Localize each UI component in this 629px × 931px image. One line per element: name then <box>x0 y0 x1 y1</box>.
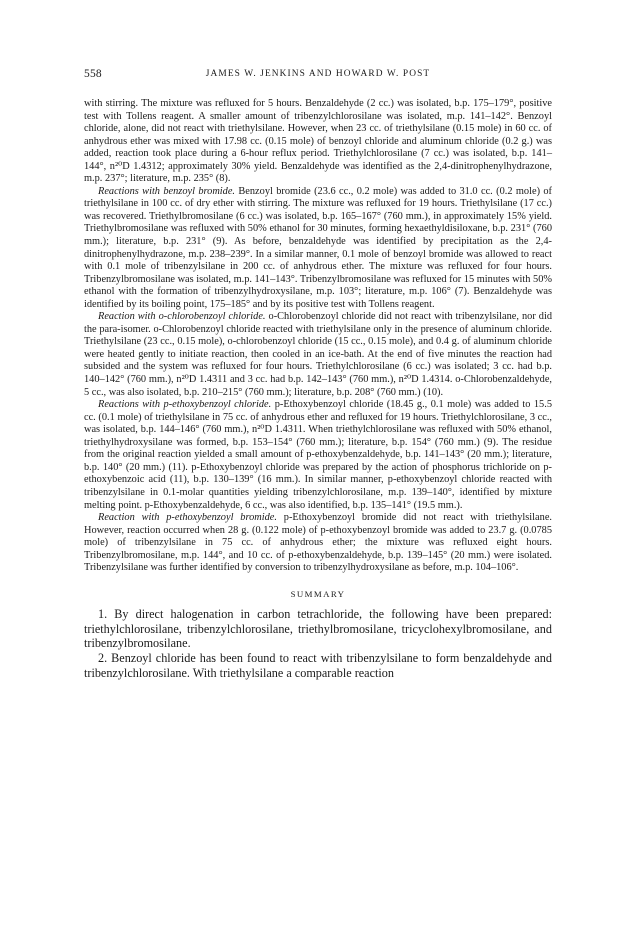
paragraph-p-ethoxybenzoyl-chloride: Reactions with p-ethoxybenzoyl chloride. p-Ethoxybenzoyl chloride (18.45 g., 0.1 mole) was added to 15.5 cc. (0.1 mole) of triethylsilane in 75 cc. of anhydrous ether and refluxed for 19 hours. Triethylchlorosilane, 3 cc., was isolated, b.p. 144–146° (760 mm.), n²⁰D 1.4311. When triethylchlorosilane was refluxed with 50% ethanol, triethylhydroxysilane was formed, b.p. 153–154° (760 mm.); literature, b.p. 154° (760 mm.) (9). The residue from the original reaction yielded a small amount of p-ethoxybenzaldehyde, b.p. 141–143° (20 mm.); literature, b.p. 140° (20 mm.) (11). p-Ethoxybenzoyl chloride was prepared by the action of phosphorus trichloride on p-ethoxybenzoic acid (11), b.p. 130–139° (16 mm.). In similar manner, p-ethoxybenzoyl chloride reacted with tribenzylsilane in 0.1-molar quantities yielding tribenzylchlorosilane, m.p. 139–140°, identified by mixture melting point. p-Ethoxybenzaldehyde, 6 cc., was also identified, b.p. 135–141° (19.5 mm.). <box>84 399 552 511</box>
summary-section <box>84 607 552 681</box>
page-number: 558 <box>84 68 102 80</box>
running-header <box>84 68 552 84</box>
subhead-o-chlorobenzoyl-chloride: Reaction with o-chlorobenzoyl chloride. <box>98 311 266 323</box>
summary-item-2: 2. Benzoyl chloride has been found to react with tribenzylsilane to form benzaldehyde and tribenzylchlorosilane. With triethylsilane a comparable reaction <box>84 651 552 680</box>
experimental-section <box>84 98 552 575</box>
running-authors: JAMES W. JENKINS AND HOWARD W. POST <box>205 69 431 79</box>
summary-heading: SUMMARY <box>290 588 346 599</box>
summary-item-1: 1. By direct halogenation in carbon tetrachloride, the following have been prepared: triethylchlorosilane, tribenzylchlorosilane, triethylbromosilane, tricyclohexylbromosilane, and tribenzylbromosilane. <box>84 606 552 651</box>
subhead-p-ethoxybenzoyl-chloride: Reactions with p-ethoxybenzoyl chloride. <box>98 399 272 411</box>
paragraph-benzoyl-bromide: Reactions with benzoyl bromide. Benzoyl bromide (23.6 cc., 0.2 mole) was added to 31.0 cc. (0.2 mole) of triethylsilane in 100 cc. of dry ether with stirring. The mixture was refluxed for 19 hours. Triethylsilane (17 cc.) was recovered. Triethylbromosilane (6 cc.) was isolated, b.p. 165–167° (760 mm.), in approximately 15% yield. Triethylbromosilane was refluxed with 50% ethanol for 30 minutes, forming hexaethyldisiloxane, b.p. 231° (760 mm.); literature, b.p. 231° (9). As before, benzaldehyde was identified by precipitation as the 2,4-dinitrophenylhydrazone, m.p. 238–239°. In a similar manner, 0.1 mole of benzoyl bromide was allowed to react with 0.1 mole of tribenzylsilane in 200 cc. of anhydrous ether. The mixture was refluxed for four hours. Tribenzylbromosilane was isolated, m.p. 141–143°. Tribenzylbromosilane was refluxed for 15 minutes with 50% ethanol with the formation of tribenzylhydroxysilane, m.p. 103°; literature, m.p. 106° (7). Benzaldehyde was identified by its boiling point, 175–185° and by its positive test with Tollens reagent. <box>84 185 553 310</box>
paragraph-benzoyl-chloride: with stirring. The mixture was refluxed for 5 hours. Benzaldehyde (2 cc.) was isolated, b.p. 175–179°, positive test with Tollens reagent. A smaller amount of tribenzylchlorosilane was isolated, m.p. 141–142°. Benzoyl chloride, alone, did not react with triethylsilane. However, when 23 cc. of triethylsilane (0.15 mole) in 60 cc. of anhydrous ether was mixed with 17.98 cc. (0.15 mole) of benzoyl chloride and aluminum chloride (0.2 g.) was added, reaction took place during a 6-hour reflux period. Triethylchlorosilane (7 cc.) was isolated, b.p. 141–144°, n²⁰D 1.4312; approximately 30% yield. Benzaldehyde was identified as the 2,4-dinitrophenylhydrazone, m.p. 237°; literature, m.p. 235° (8). <box>84 98 552 185</box>
paragraph-p-ethoxybenzoyl-bromide: Reaction with p-ethoxybenzoyl bromide. p-Ethoxybenzoyl bromide did not react with triethylsilane. However, reaction occurred when 28 g. (0.122 mole) of p-ethoxybenzoyl bromide was added to 23.7 g. (0.0785 mole) of tribenzylsilane in 75 cc. of anhydrous ether; the mixture was refluxed eight hours. Tribenzylbromosilane, m.p. 144°, and 10 cc. of p-ethoxybenzaldehyde, b.p. 139–145° (20 mm.) were isolated. Tribenzylsilane was further identified by conversion to tribenzylhydroxysilane as before, m.p. 104–106°. <box>84 512 552 574</box>
paragraph-o-chlorobenzoyl-chloride: Reaction with o-chlorobenzoyl chloride. o-Chlorobenzoyl chloride did not react with tribenzylsilane, nor did the para-isomer. o-Chlorobenzoyl chloride reacted with triethylsilane only in the presence of aluminum chloride. Triethylsilane (23 cc., 0.15 mole), o-chlorobenzoyl chloride (15 cc., 0.15 mole), and 0.4 g. of aluminum chloride were heated gently to initiate reaction, then cooled in an ice-bath. At the end of five minutes the reaction had subsided and the system was refluxed for four hours. Triethylchlorosilane (6 cc.) was isolated; 3 cc. had b.p. 140–142° (760 mm.), n²⁰D 1.4311 and 3 cc. had b.p. 142–143° (760 mm.), n²⁰D 1.4314. o-Chlorobenzaldehyde, 5 cc., was also isolated, b.p. 210–215° (760 mm.); literature, b.p. 208° (760 mm.) (10). <box>84 311 553 398</box>
paper-page <box>84 68 552 681</box>
subhead-benzoyl-bromide: Reactions with benzoyl bromide. <box>98 185 236 197</box>
subhead-p-ethoxybenzoyl-bromide: Reaction with p-ethoxybenzoyl bromide. <box>98 512 277 524</box>
